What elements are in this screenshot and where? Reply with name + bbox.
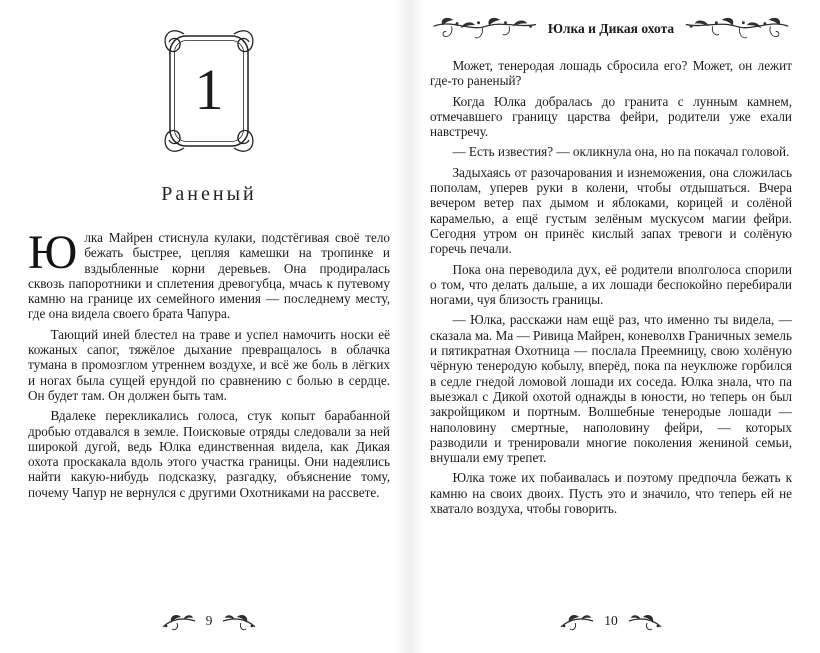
right-paragraphs: [430, 58, 792, 516]
chapter-number-frame: [160, 26, 258, 156]
right-page-footer: [430, 611, 792, 631]
vine-flourish-left-icon: [430, 14, 538, 44]
right-page-body: [430, 58, 792, 516]
page-gutter: [394, 0, 426, 653]
left-paragraphs: [28, 327, 390, 500]
leaf-sprig-icon: [559, 611, 595, 631]
paragraph: Задыхаясь от разочарования и изнеможения, она сложилась пополам, уперев руки в колени, чтобы отдышаться. Вчера вечером ветер пах дымом и яблоками, корицей и солёной карамелью, а ещё густым зелёным мускусом магии фейри. Сегодня утром он принёс кислый запах тревоги и солёную горечь печали.: [430, 164, 792, 257]
running-header-title: Юлка и Дикая охота: [547, 21, 675, 36]
paragraph: Тающий иней блестел на траве и успел намочить носки её кожаных сапог, тяжёлое дыхание превращалось в облачка тумана в промозглом утреннем воздухе, и всё же боль в лёгких и ногах была сущей ерундой по сравнению с болью в сердце. Он будет там. Он должен быть там.: [28, 326, 390, 403]
chapter-title: Раненый: [161, 183, 257, 205]
drop-cap: Ю: [28, 226, 78, 279]
page-number: 10: [604, 613, 618, 628]
chapter-head: [28, 26, 390, 206]
left-page-footer: [28, 611, 390, 631]
chapter-number: 1: [194, 57, 224, 122]
left-page-body: [28, 226, 390, 500]
leaf-sprig-icon: [161, 611, 197, 631]
leaf-sprig-icon: [221, 611, 257, 631]
left-page: [28, 0, 390, 653]
paragraph: — Есть известия? — окликнула она, но па покачал головой.: [452, 144, 790, 160]
paragraph: Юлка тоже их побаивалась и поэтому предпочла бежать к камню на своих двоих. Пусть это и значило, что теперь ей не хватало воздуха, чтобы говорить.: [430, 470, 792, 517]
leaf-sprig-icon: [627, 611, 663, 631]
page-number: 9: [205, 613, 213, 628]
right-page: [430, 0, 792, 653]
paragraph: — Юлка, расскажи нам ещё раз, что именно ты видела, — сказала ма. Ма — Ривица Майрен, коневолхв Граничных земель и пятикратная Охотница — послала Преемницу, свою холёную чёрную тенеродую кобылу, вперёд, пока па неуклюже горбился в седле гнедой ломовой лошади их соседа. Юлка знала, что па выезжал с Дикой охотой однажды в юности, но теперь он был закройщиком и портным. Волшебные тенеродые лошади — наполовину смертные, наполовину фейри, — которых разводили и тренировали многие поколения жениной семьи, внушали ему трепет.: [430, 312, 792, 466]
vine-flourish-right-icon: [684, 14, 792, 44]
paragraph: Пока она переводила дух, её родители вполголоса спорили о том, что делать дальше, а их лошади беспокойно перебирали ногами, чуя близость границы.: [430, 261, 792, 308]
opening-paragraph-text: лка Майрен стиснула кулаки, подстёгивая своё тело бежать быстрее, цепляя камешки на тропинке и вздыбленные корни деревьев. Она продиралась сквозь папоротники и сплетения древогубца, мчась к путевому камню на границе их семейного имения — последнему месту, где она видела своего брата Чапура.: [28, 230, 390, 322]
running-header: [430, 14, 792, 44]
paragraph: Когда Юлка добралась до гранита с лунным камнем, отмечавшего границу царства фейри, родители уже ехали навстречу.: [430, 93, 792, 140]
paragraph: Может, тенеродая лошадь сбросила его? Может, он лежит где-то раненый?: [430, 58, 792, 89]
opening-paragraph: [28, 226, 390, 322]
paragraph: Вдалеке перекликались голоса, стук копыт барабанной дробью отдавался в земле. Поисковые отряды следовали за ней широкой дугой, ведь Юлка единственная видела, как Дикая охота проскакала вдоль этого участка границы. Они надеялись найти какую-нибудь подсказку, разгадку, объяснение тому, почему Чапур не вернулся с другими Охотниками на рассвете.: [28, 408, 390, 500]
